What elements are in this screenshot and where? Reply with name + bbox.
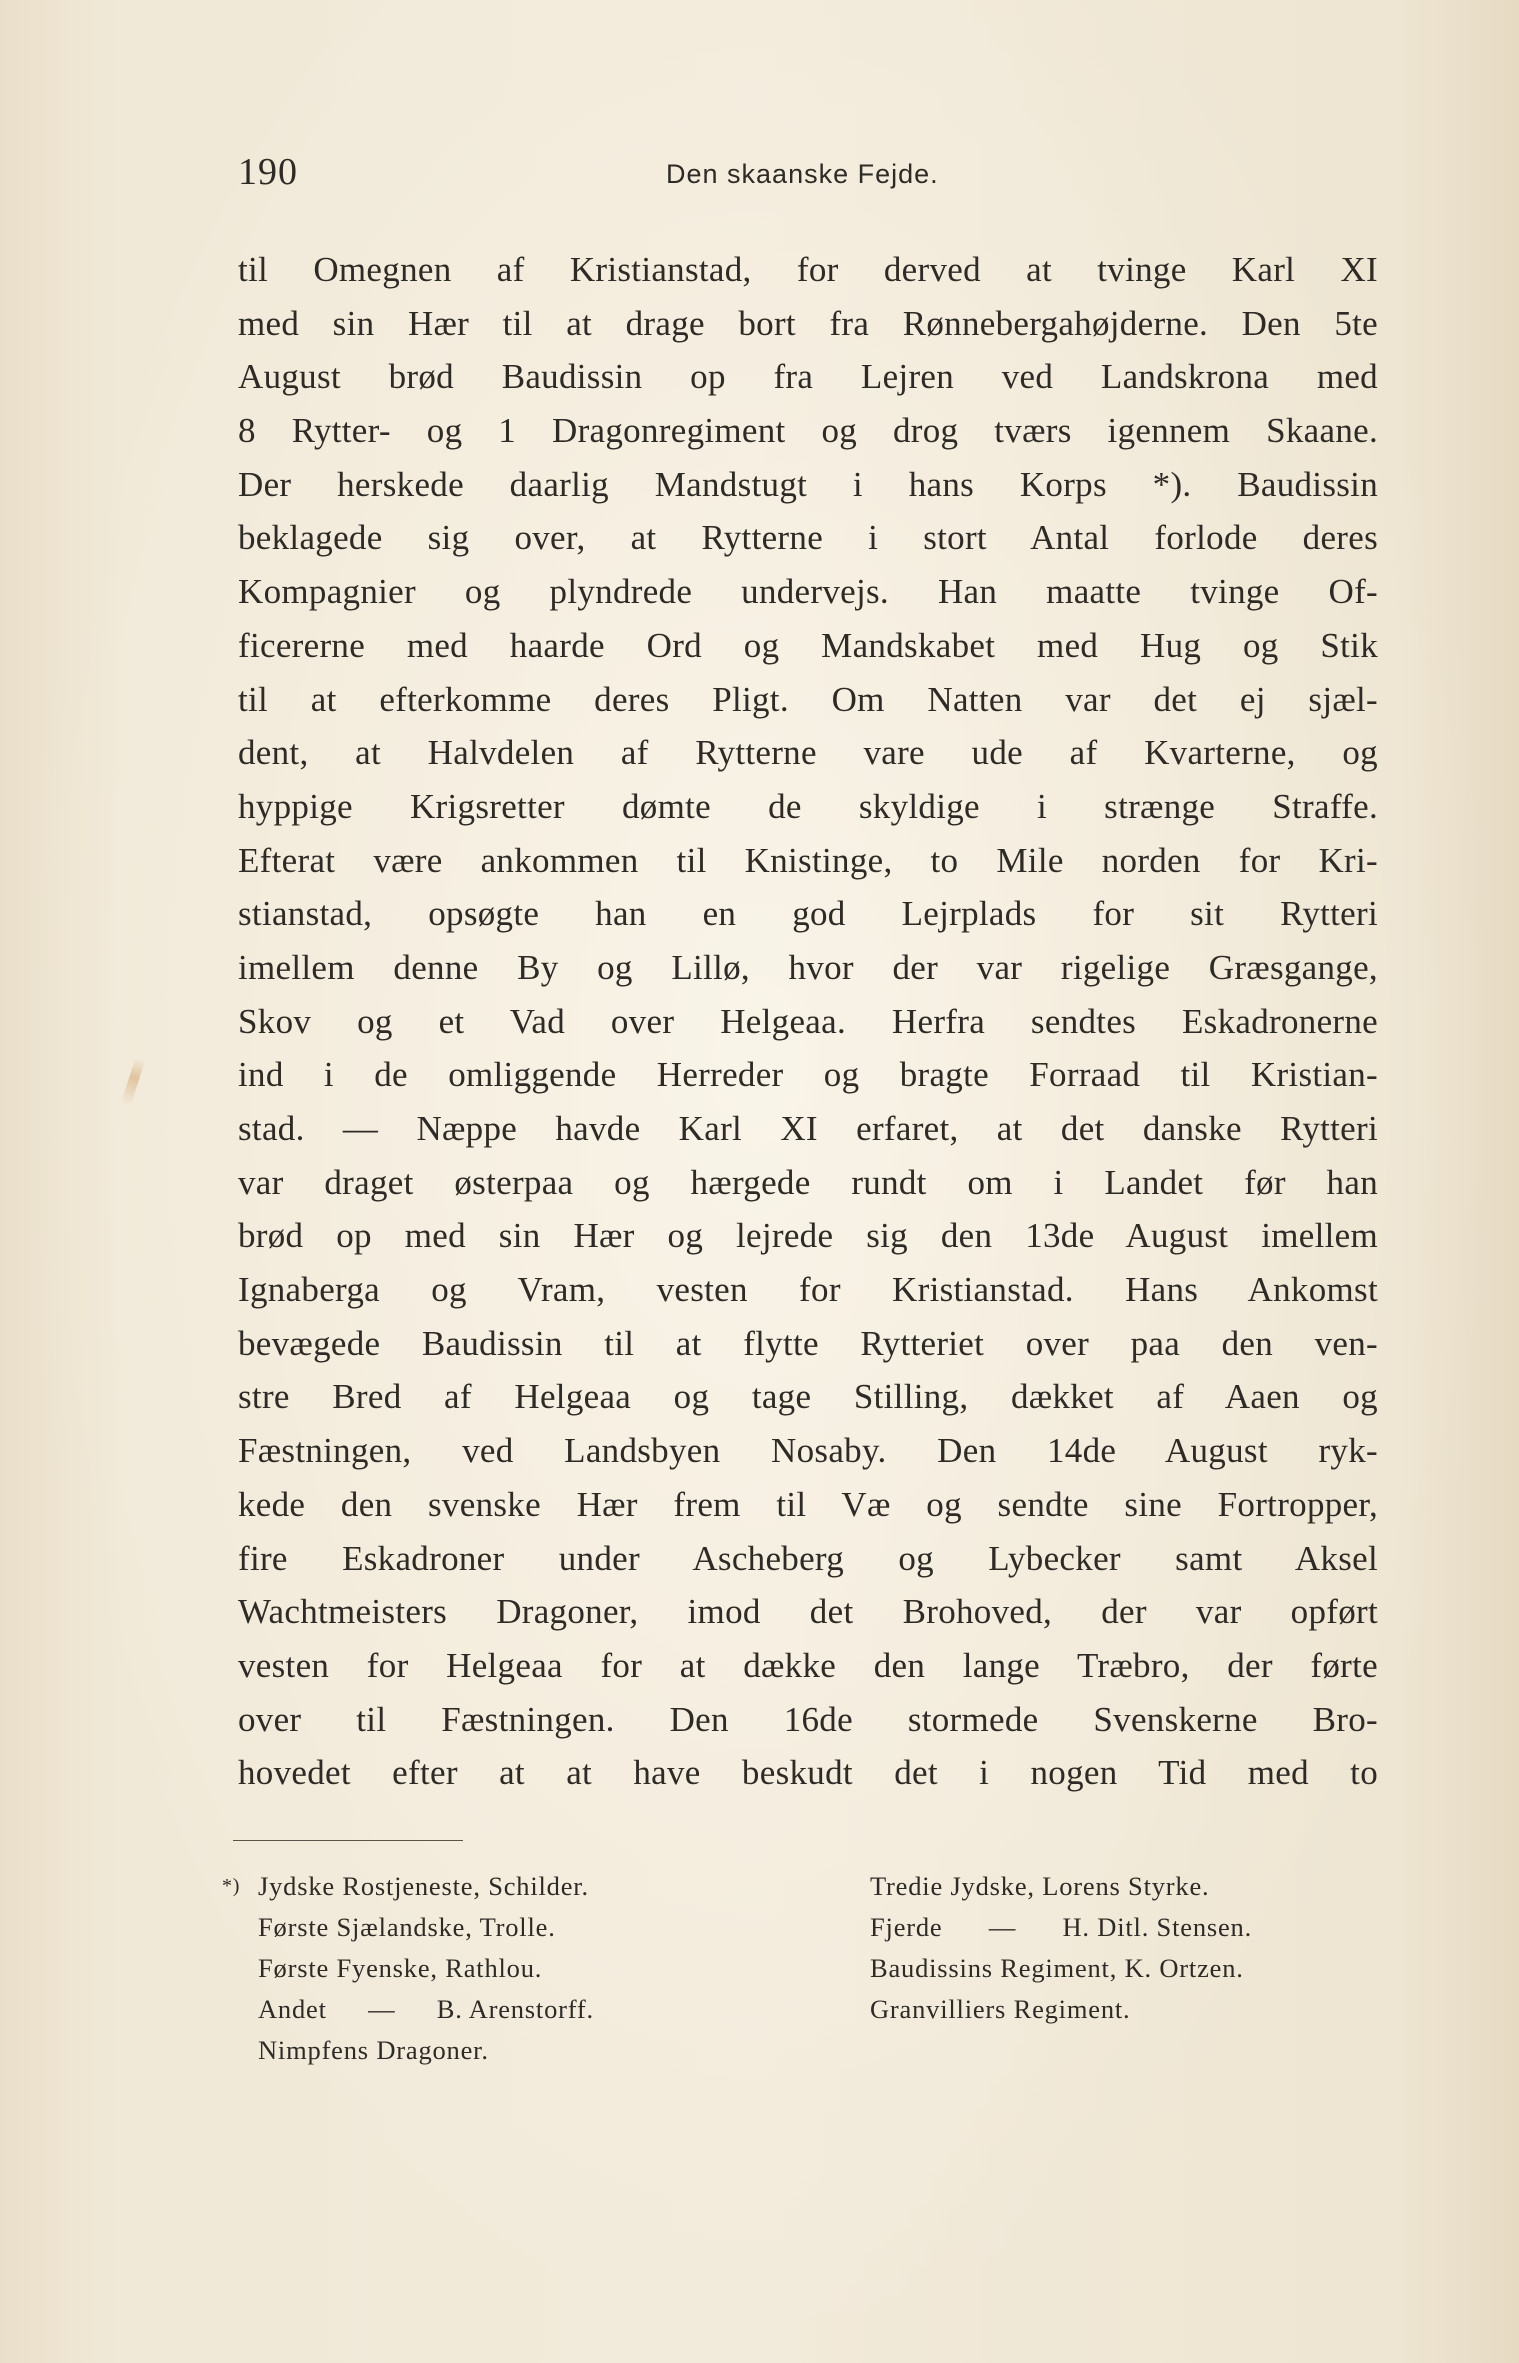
text-line: over til Fæstningen. Den 16de stormede Svenskerne Bro- xyxy=(238,1699,1378,1739)
footnote-unit: Første Fyenske, xyxy=(258,1953,438,1983)
text-line: var draget østerpaa og hærgede rundt om i Landet før han xyxy=(238,1162,1378,1202)
text-line: vesten for Helgeaa for at dække den lange Træbro, der førte xyxy=(238,1645,1378,1685)
text-line: Fæstningen, ved Landsbyen Nosaby. Den 14de August ryk- xyxy=(238,1431,1378,1471)
footnote-commander: Schilder. xyxy=(488,1871,589,1901)
footnote-divider xyxy=(233,1840,463,1841)
footnote-entry xyxy=(870,1989,1390,2030)
text-line: ficererne med haarde Ord og Mandskabet med Hug og Stik xyxy=(238,625,1378,665)
paper-stain xyxy=(121,1058,145,1107)
footnote-commander: B. Arenstorff. xyxy=(436,1994,594,2024)
text-line: stianstad, opsøgte han en god Lejrplads for sit Rytteri xyxy=(238,894,1378,934)
page-header xyxy=(238,150,1378,194)
text-line: August brød Baudissin op fra Lejren ved Landskrona med xyxy=(238,357,1378,397)
footnote-entry xyxy=(222,1989,822,2030)
text-line: brød op med sin Hær og lejrede sig den 13de August imellem xyxy=(238,1216,1378,1256)
text-line: imellem denne By og Lillø, hvor der var rigelige Græsgange, xyxy=(238,947,1378,987)
page-number: 190 xyxy=(238,151,298,193)
footnote-ditto-dash: — xyxy=(988,1912,1017,1942)
text-line: bevægede Baudissin til at flytte Rytteriet over paa den ven- xyxy=(238,1323,1378,1363)
footnote-entry xyxy=(870,1866,1390,1907)
text-line: kede den svenske Hær frem til Væ og sendte sine Fortropper, xyxy=(238,1484,1378,1524)
footnote-unit: Tredie Jydske, xyxy=(870,1871,1035,1901)
footnote-column-left xyxy=(222,1866,822,2071)
footnote-unit: Andet xyxy=(258,1994,327,2024)
text-line: fire Eskadroner under Ascheberg og Lybecker samt Aksel xyxy=(238,1538,1378,1578)
text-line: stre Bred af Helgeaa og tage Stilling, dækket af Aaen og xyxy=(238,1377,1378,1417)
text-line: stad. — Næppe havde Karl XI erfaret, at det danske Rytteri xyxy=(238,1109,1378,1148)
text-line: dent, at Halvdelen af Rytterne vare ude af Kvarterne, og xyxy=(238,733,1378,773)
footnote-unit: Baudissins Regiment, xyxy=(870,1953,1118,1983)
footnote-unit: Jydske Rostjeneste, xyxy=(258,1871,481,1901)
footnote-commander: Lorens Styrke. xyxy=(1042,1871,1210,1901)
text-line: Wachtmeisters Dragoner, imod det Brohoved, der var opført xyxy=(238,1592,1378,1632)
footnote-entry xyxy=(222,1907,822,1948)
footnote-commander: K. Ortzen. xyxy=(1124,1953,1244,1983)
text-line: hyppige Krigsretter dømte de skyldige i strænge Straffe. xyxy=(238,786,1378,826)
footnote-unit: Fjerde xyxy=(870,1912,943,1942)
text-line: Kompagnier og plyndrede undervejs. Han maatte tvinge Of- xyxy=(238,572,1378,612)
footnote-unit: Granvilliers Regiment. xyxy=(870,1994,1131,2024)
body-text xyxy=(238,243,1378,1800)
text-line: hovedet efter at at have beskudt det i nogen Tid med to xyxy=(238,1753,1378,1793)
footnote-unit: Første Sjælandske, xyxy=(258,1912,473,1942)
text-line: beklagede sig over, at Rytterne i stort Antal forlode deres xyxy=(238,518,1378,558)
text-line: til Omegnen af Kristianstad, for derved at tvinge Karl XI xyxy=(238,250,1378,289)
text-line: Efterat være ankommen til Knistinge, to Mile norden for Kri- xyxy=(238,840,1378,880)
footnote-commander: Trolle. xyxy=(479,1912,556,1942)
text-line: Skov og et Vad over Helgeaa. Herfra sendtes Eskadronerne xyxy=(238,1001,1378,1041)
text-line: med sin Hær til at drage bort fra Rønnebergahøjderne. Den 5te xyxy=(238,303,1378,343)
footnote-commander: H. Ditl. Stensen. xyxy=(1062,1912,1253,1942)
footnote-commander: Rathlou. xyxy=(445,1953,543,1983)
footnotes xyxy=(222,1866,1382,2086)
text-line: Der herskede daarlig Mandstugt i hans Korps *). Baudissin xyxy=(238,464,1378,504)
footnote-entry xyxy=(222,2030,822,2071)
footnote-entry xyxy=(870,1948,1390,1989)
text-line: til at efterkomme deres Pligt. Om Natten var det ej sjæl- xyxy=(238,679,1378,719)
footnote-unit: Nimpfens Dragoner. xyxy=(258,2035,489,2065)
footnote-entry xyxy=(222,1866,822,1907)
footnote-column-right xyxy=(870,1866,1390,2030)
footnote-marker: *) xyxy=(222,1875,241,1897)
text-line: ind i de omliggende Herreder og bragte Forraad til Kristian- xyxy=(238,1055,1378,1095)
footnote-entry xyxy=(222,1948,822,1989)
text-line: 8 Rytter- og 1 Dragonregiment og drog tværs igennem Skaane. xyxy=(238,411,1378,451)
footnote-ditto-dash: — xyxy=(368,1994,396,2024)
running-head: Den skaanske Fejde. xyxy=(666,159,939,189)
footnote-entry xyxy=(870,1907,1390,1948)
text-line: Ignaberga og Vram, vesten for Kristianstad. Hans Ankomst xyxy=(238,1270,1378,1310)
